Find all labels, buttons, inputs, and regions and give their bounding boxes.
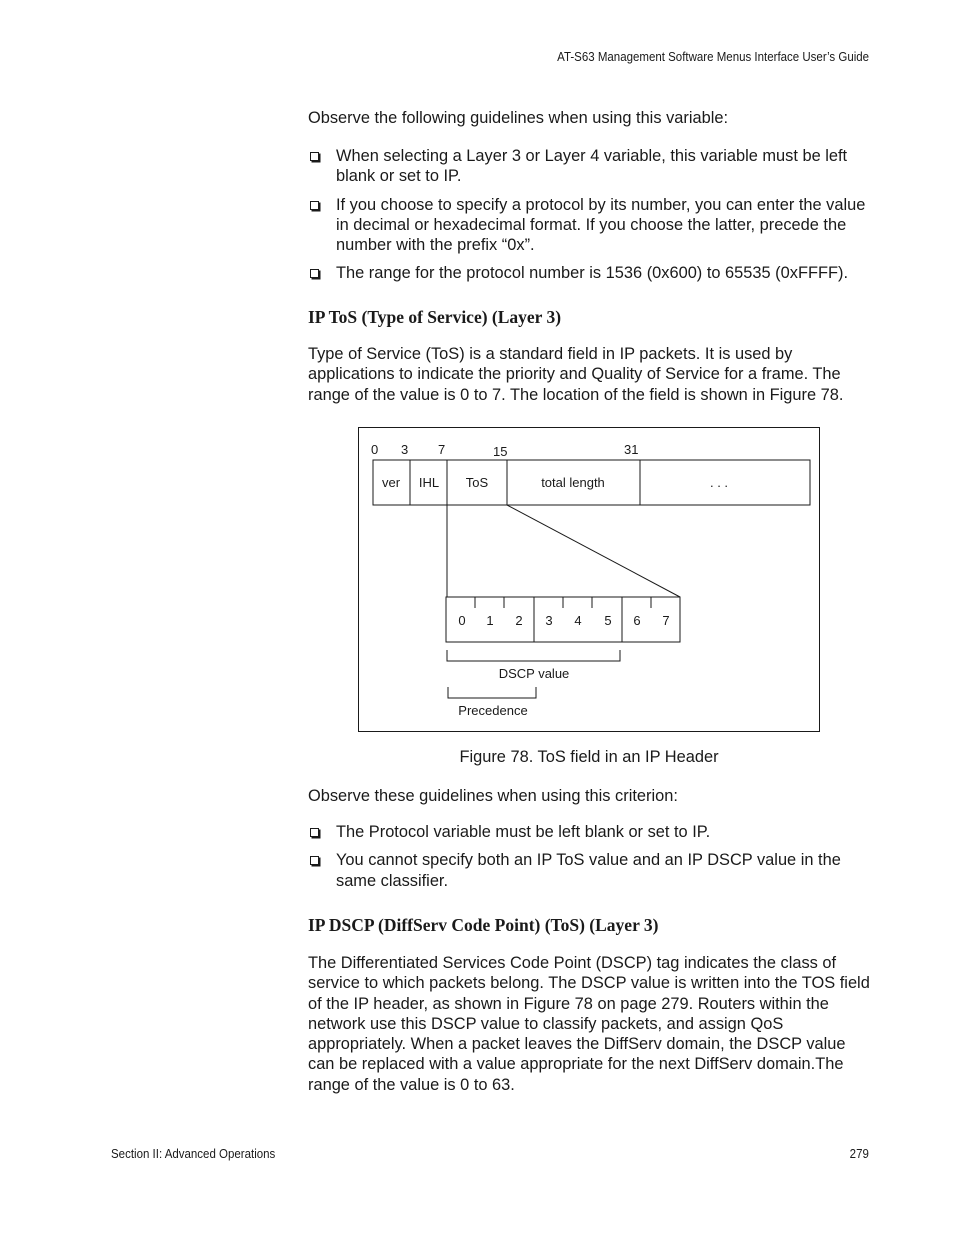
precedence-label: Precedence bbox=[458, 703, 528, 718]
guidelines-intro-2: Observe these guidelines when using this criterion: bbox=[308, 787, 678, 805]
field-ellipsis: . . . bbox=[709, 475, 729, 490]
tos-figure bbox=[358, 427, 820, 732]
guidelines-list-1 bbox=[308, 146, 873, 284]
figure-caption: Figure 78. ToS field in an IP Header bbox=[459, 748, 719, 766]
tos-body: Type of Service (ToS) is a standard field in IP packets. It is used by applications to indicate the priority and Quality of Service for a frame. The range of the value is 0 to 7. The location of the field is shown in Figure 78. bbox=[308, 345, 844, 404]
bit-number: 2 bbox=[515, 613, 523, 628]
guidelines-list-2 bbox=[308, 822, 873, 891]
section-heading-dscp: IP DSCP (DiffServ Code Point) (ToS) (Layer 3) bbox=[308, 915, 659, 935]
precedence-bracket bbox=[448, 687, 536, 698]
checkbox-bullet-icon bbox=[310, 856, 319, 865]
footer-section: Section II: Advanced Operations bbox=[111, 1147, 276, 1161]
ip-header-diagram bbox=[359, 428, 821, 733]
running-header: AT-S63 Management Software Menus Interface User’s Guide bbox=[557, 50, 869, 64]
bit-label: 7 bbox=[438, 442, 446, 457]
section-heading-tos: IP ToS (Type of Service) (Layer 3) bbox=[308, 307, 562, 327]
checkbox-bullet-icon bbox=[310, 152, 319, 161]
dscp-bracket bbox=[447, 650, 620, 661]
field-tos: ToS bbox=[465, 475, 489, 490]
bit-number: 7 bbox=[662, 613, 670, 628]
checkbox-bullet-icon bbox=[310, 201, 319, 210]
bit-number: 3 bbox=[545, 613, 553, 628]
bit-number: 6 bbox=[633, 613, 641, 628]
guidelines-intro: Observe the following guidelines when using this variable: bbox=[308, 109, 729, 127]
checkbox-bullet-icon bbox=[310, 828, 319, 837]
dscp-body: The Differentiated Services Code Point (DSCP) tag indicates the class of service to which packets belong. The DSCP value is written into the TOS field of the IP header, as shown in Figure 78 on page 279. Routers within the network use this DSCP value to classify packets, and assign QoS appropriately. When a packet leaves the DiffServ domain, the DSCP value can be replaced with a value appropriate for the next DiffServ domain.The range of the value is 0 to 63. bbox=[308, 954, 870, 1094]
bit-number: 4 bbox=[574, 613, 582, 628]
list-item: You cannot specify both an IP ToS value and an IP DSCP value in the same classifier. bbox=[308, 850, 873, 891]
bit-label: 0 bbox=[371, 442, 379, 457]
zoom-line-right bbox=[507, 505, 680, 597]
dscp-label: DSCP value bbox=[498, 666, 570, 681]
bit-label: 31 bbox=[624, 442, 639, 457]
field-ver: ver bbox=[381, 475, 401, 490]
list-item: The Protocol variable must be left blank or set to IP. bbox=[308, 822, 873, 842]
list-item: The range for the protocol number is 1536 (0x600) to 65535 (0xFFFF). bbox=[308, 263, 873, 283]
bit-label: 15 bbox=[493, 444, 508, 459]
field-ihl: IHL bbox=[418, 475, 440, 490]
page-number: 279 bbox=[849, 1147, 869, 1161]
field-total-length: total length bbox=[541, 475, 605, 490]
bit-number: 5 bbox=[604, 613, 612, 628]
bit-label: 3 bbox=[401, 442, 409, 457]
bit-number: 0 bbox=[458, 613, 466, 628]
list-item: When selecting a Layer 3 or Layer 4 variable, this variable must be left blank or set to IP. bbox=[308, 146, 873, 187]
bit-number: 1 bbox=[486, 613, 494, 628]
guidelines-block-1 bbox=[308, 108, 873, 128]
checkbox-bullet-icon bbox=[310, 269, 319, 278]
list-item: If you choose to specify a protocol by its number, you can enter the value in decimal or hexadecimal format. If you choose the latter, precede the number with the prefix “0x”. bbox=[308, 195, 873, 256]
